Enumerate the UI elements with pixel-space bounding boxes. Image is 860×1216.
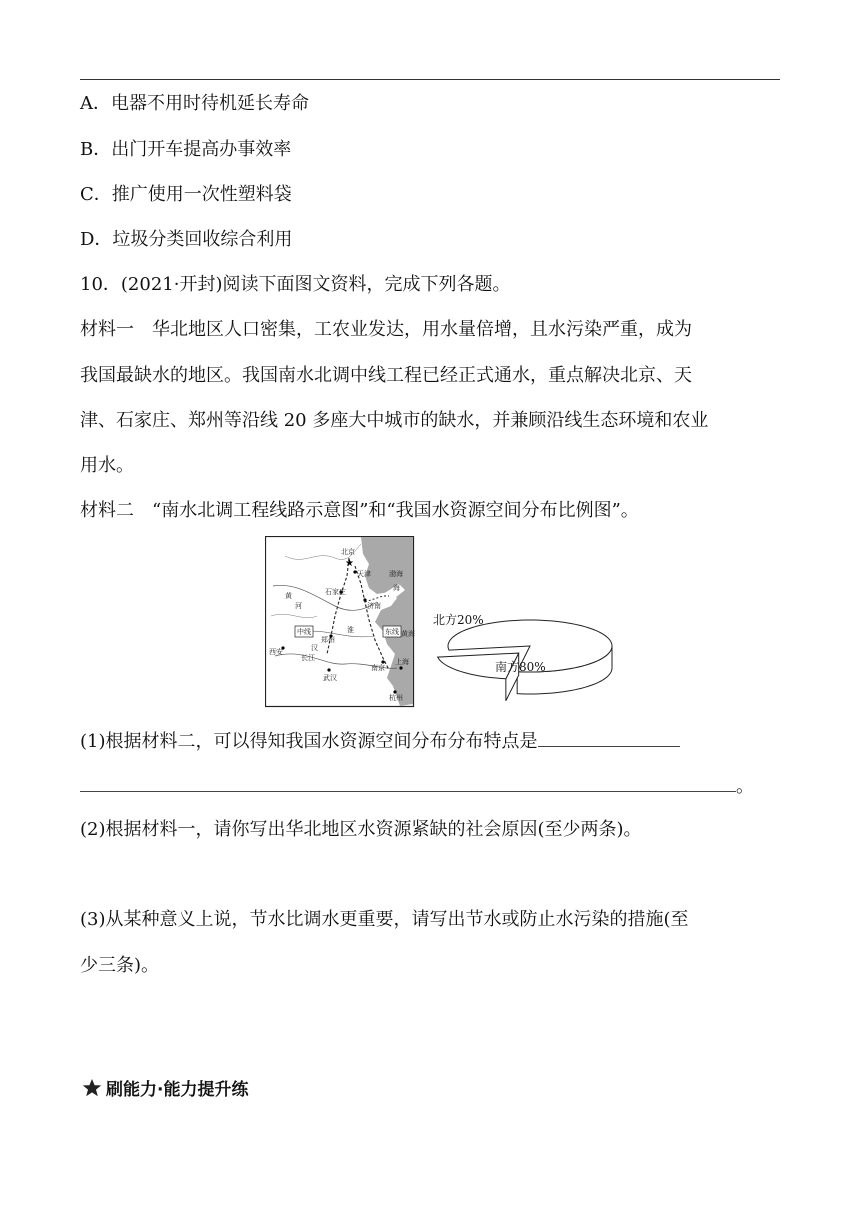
label-middle-route: 中线 [297,628,311,636]
pie-chart [433,612,612,701]
sub-question-1 [80,728,680,754]
material1-line-4: 用水。 [80,455,134,476]
label-beijing: 北京 [341,548,355,556]
material2-line: 材料二 “南水北调工程线路示意图”和“我国水资源空间分布比例图”。 [80,500,639,521]
section-heading [82,1078,248,1102]
label-zhengzhou: 郑州 [321,636,335,644]
section-title: 刷能力·能力提升练 [106,1080,249,1100]
figure [265,536,615,712]
label-wuhan: 武汉 [323,674,337,682]
sub-question-3-line-2: 少三条)。 [80,955,160,976]
option-c[interactable]: C．推广使用一次性塑料袋 [80,184,292,205]
label-hai: 海 [393,584,400,592]
label-shijiazhuang: 石家庄 [325,588,346,596]
sub-question-3-line-1: (3)从某种意义上说，节水比调水更重要，请写出节水或防止水污染的措施(至 [80,909,689,930]
option-a[interactable]: A．电器不用时待机延长寿命 [80,93,309,114]
answer-blank-1b[interactable] [80,773,736,792]
label-huai: 淮 [347,626,354,634]
label-tianjin: 天津 [357,570,371,578]
answer-blank-1a[interactable] [538,728,680,747]
label-huang: 黄 [285,592,292,600]
material1-line-3: 津、石家庄、郑州等沿线 20 多座大中城市的缺水，并兼顾沿线生态环境和农业 [80,410,709,431]
sub-question-1-continued [80,773,754,799]
material1-line-2: 我国最缺水的地区。我国南水北调中线工程已经正式通水，重点解决北京、天 [80,365,692,386]
label-hangzhou: 杭州 [389,694,403,702]
question-title: 10．(2021·开封)阅读下面图文资料，完成下列各题。 [80,274,511,295]
label-yellow-sea: 黄海 [401,630,415,638]
sub-question-1-end: 。 [736,776,754,797]
option-b[interactable]: B．出门开车提高办事效率 [80,139,292,160]
sub-question-2: (2)根据材料一，请你写出华北地区水资源紧缺的社会原因(至少两条)。 [80,819,642,840]
material1-line-1: 材料一 华北地区人口密集，工农业发达，用水量倍增，且水污染严重，成为 [80,319,692,340]
label-changjiang: 长江 [301,654,315,662]
city-dot [327,668,330,671]
label-bohai: 渤海 [389,570,403,578]
top-rule [80,79,780,80]
label-nanjing: 南京 [371,664,385,672]
star-icon [82,1078,102,1098]
sub-question-1-text: (1)根据材料二，可以得知我国水资源空间分布分布特点是 [80,731,538,752]
label-han: 汉 [311,644,318,652]
pie-label-north: 北方20% [433,613,484,627]
label-he: 河 [295,602,302,610]
label-xian: 西安 [269,648,283,656]
capital-star: ★ [345,558,354,569]
label-jinan: 济南 [367,602,381,610]
label-shanghai: 上海 [395,658,409,666]
city-dot [399,666,402,669]
option-d[interactable]: D．垃圾分类回收综合利用 [80,229,293,250]
pie-label-south: 南方80% [495,660,546,674]
label-east-route: 东线 [385,628,399,636]
route-map [266,537,416,707]
